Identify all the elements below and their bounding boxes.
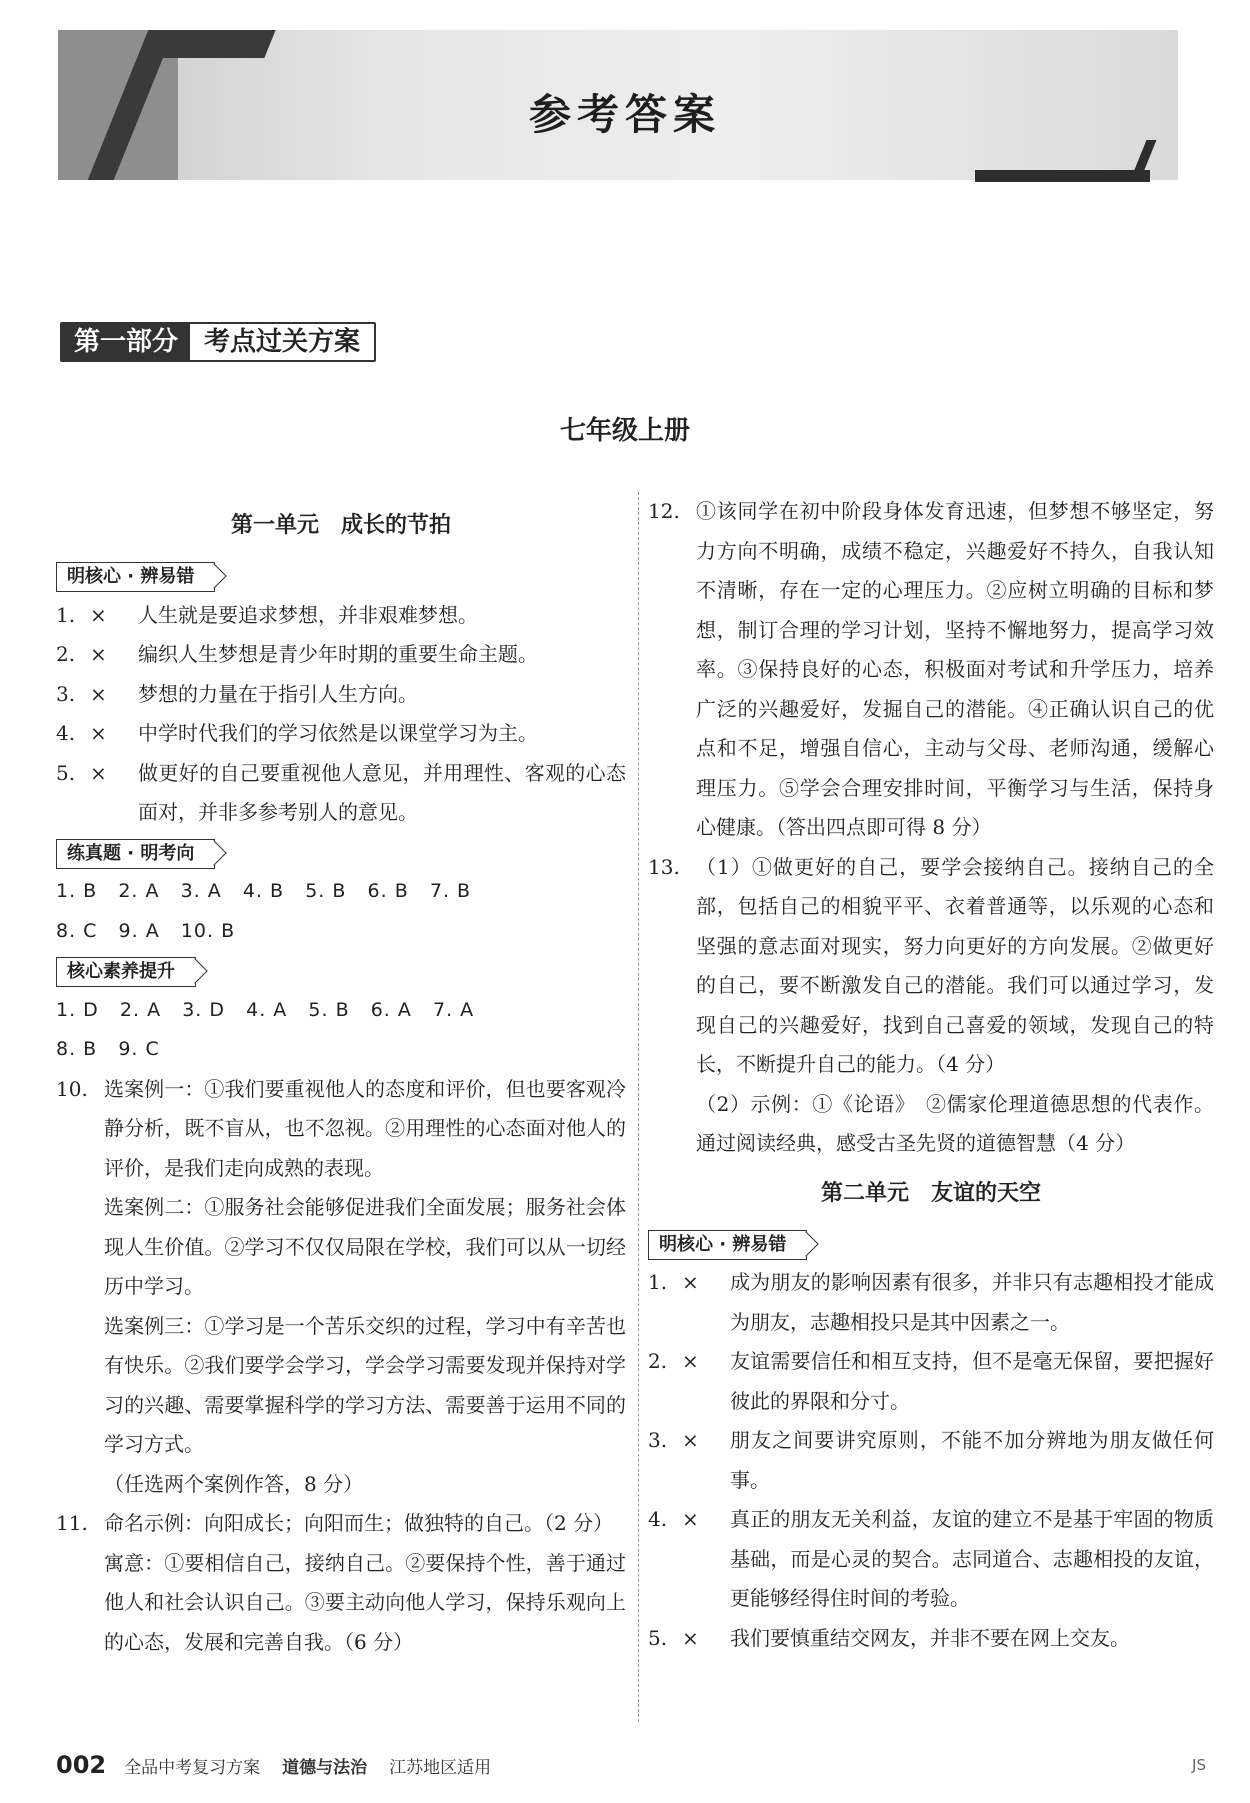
answer-paragraph: 寓意：①要相信自己，接纳自己。②要保持个性，善于通过他人和社会认识自己。③要主动向他人学习，保持乐观向上的心态，发展和完善自我。（6 分） xyxy=(104,1550,626,1654)
section-tag: 明核心 · 辨易错 xyxy=(648,1230,807,1260)
answer-paragraph: （2）示例：①《论语》 ②儒家伦理道德思想的代表作。通过阅读经典，感受古圣先贤的道德智慧（4 分） xyxy=(696,1091,1214,1155)
edition-code: JS xyxy=(1192,1756,1206,1774)
item-number: 3. xyxy=(648,1428,668,1452)
item-number: 12. xyxy=(648,499,680,523)
cross-mark: × xyxy=(90,642,107,666)
part-badge xyxy=(60,322,376,362)
item-text: 做更好的自己要重视他人意见，并用理性、客观的心态面对，并非多参考别人的意见。 xyxy=(138,760,626,824)
question-10 xyxy=(56,1070,626,1505)
cross-mark: × xyxy=(90,602,107,627)
unit-title: 第一单元 成长的节拍 xyxy=(230,513,451,538)
item-number: 1. xyxy=(648,1270,668,1294)
answer-row: 1. D 2. A 3. D 4. A 5. B 6. A 7. A xyxy=(56,998,475,1021)
item-number: 11. xyxy=(56,1511,88,1535)
answer-row: 8. B 9. C xyxy=(56,1038,160,1060)
item-number: 2. xyxy=(56,642,76,666)
grade-title: 七年级上册 xyxy=(559,416,690,446)
item-number: 10. xyxy=(56,1076,88,1101)
item-number: 5. xyxy=(648,1625,668,1650)
part-label: 第一部分 xyxy=(62,324,190,360)
cross-mark: × xyxy=(90,760,107,785)
item-text: 梦想的力量在于指引人生方向。 xyxy=(138,681,418,706)
list-item xyxy=(648,1263,1214,1342)
cross-mark: × xyxy=(682,1507,699,1531)
item-number: 5. xyxy=(56,760,76,785)
item-text: 编织人生梦想是青少年时期的重要生命主题。 xyxy=(138,642,538,666)
section-tag: 核心素养提升 xyxy=(56,957,196,987)
cross-mark: × xyxy=(682,1270,699,1294)
banner-decoration xyxy=(975,170,1150,182)
answer-paragraph: ①该同学在初中阶段身体发育迅速，但梦想不够坚定，努力方向不明确，成绩不稳定，兴趣爱好不持久，自我认知不清晰，存在一定的心理压力。②应树立明确的目标和梦想，制订合理的学习计划，坚持不懈地努力，提高学习效率。③保持良好的心态，积极面对考试和升学压力，培养广泛的兴趣爱好，发掘自己的潜能。④正确认识自己的优点和不足，增强自信心，主动与父母、老师沟通，缓解心理压力。⑤学会合理安排时间，平衡学习与生活，保持身心健康。（答出四点即可得 8 分） xyxy=(696,499,1214,839)
series-name: 全品中考复习方案 xyxy=(124,1757,261,1778)
question-11 xyxy=(56,1504,626,1662)
item-number: 2. xyxy=(648,1349,668,1373)
cross-mark: × xyxy=(682,1428,699,1452)
score-note: （任选两个案例作答，8 分） xyxy=(104,1471,364,1496)
left-column xyxy=(56,500,626,1662)
right-column xyxy=(648,492,1214,1658)
list-item xyxy=(56,714,626,754)
question-13 xyxy=(648,848,1214,1164)
answer-paragraph: 选案例一：①我们要重视他人的态度和评价，但也要客观冷静分析，既不盲从，也不忽视。②用理性的心态面对他人的评价，是我们走向成熟的表现。 xyxy=(104,1076,626,1180)
list-item xyxy=(648,1619,1214,1659)
cross-mark: × xyxy=(90,721,107,745)
page-footer xyxy=(56,1750,1206,1780)
page-title: 参考答案 xyxy=(528,90,721,139)
region-label: 江苏地区适用 xyxy=(389,1757,492,1778)
cross-mark: × xyxy=(682,1625,699,1650)
banner-decoration xyxy=(144,30,275,58)
cross-mark: × xyxy=(90,681,107,706)
unit-title: 第二单元 友谊的天空 xyxy=(820,1180,1041,1206)
answer-row: 1. B 2. A 3. A 4. B 5. B 6. B 7. B xyxy=(56,880,472,902)
cross-mark: × xyxy=(682,1349,699,1373)
subject-name: 道德与法治 xyxy=(282,1757,368,1778)
item-text: 中学时代我们的学习依然是以课堂学习为主。 xyxy=(138,721,538,745)
list-item xyxy=(56,754,626,833)
list-item xyxy=(56,596,626,636)
answer-paragraph: （1）①做更好的自己，要学会接纳自己。接纳自己的全部，包括自己的相貌平平、衣着普通等，以乐观的心态和坚强的意志面对现实，努力向更好的方向发展。②做更好的自己，要不断激发自己的潜能。我们可以通过学习，发现自己的兴趣爱好，找到自己喜爱的领域，发现自己的特长，不断提升自己的能力。（4 分） xyxy=(696,854,1214,1076)
item-number: 1. xyxy=(56,602,76,627)
item-text: 人生就是要追求梦想，并非艰难梦想。 xyxy=(138,602,478,627)
item-text: 成为朋友的影响因素有很多，并非只有志趣相投才能成为朋友，志趣相投只是其中因素之一。 xyxy=(730,1270,1214,1334)
list-item xyxy=(56,635,626,675)
question-12 xyxy=(648,492,1214,848)
list-item xyxy=(648,1421,1214,1500)
page-number: 002 xyxy=(56,1751,107,1779)
item-text: 朋友之间要讲究原则，不能不加分辨地为朋友做任何事。 xyxy=(730,1428,1214,1492)
answer-paragraph: 选案例三：①学习是一个苦乐交织的过程，学习中有辛苦也有快乐。②我们要学会学习，学会学习需要发现并保持对学习的兴趣、需要掌握科学的学习方法、需要善于运用不同的学习方式。 xyxy=(104,1313,626,1456)
item-number: 3. xyxy=(56,681,76,706)
list-item xyxy=(648,1342,1214,1421)
part-title: 考点过关方案 xyxy=(190,324,374,360)
item-number: 4. xyxy=(648,1507,668,1531)
list-item xyxy=(648,1500,1214,1619)
item-text: 真正的朋友无关利益，友谊的建立不是基于牢固的物质基础，而是心灵的契合。志同道合、志趣相投的友谊，更能够经得住时间的考验。 xyxy=(730,1507,1214,1610)
list-item xyxy=(56,675,626,715)
item-number: 4. xyxy=(56,721,76,745)
section-tag: 练真题 · 明考向 xyxy=(56,839,215,869)
item-text: 我们要慎重结交网友，并非不要在网上交友。 xyxy=(730,1625,1130,1650)
item-number: 13. xyxy=(648,854,680,879)
answer-paragraph: 命名示例：向阳成长；向阳而生；做独特的自己。（2 分） xyxy=(104,1511,614,1535)
section-tag: 明核心 · 辨易错 xyxy=(56,562,215,592)
answer-paragraph: 选案例二：①服务社会能够促进我们全面发展；服务社会体现人生价值。②学习不仅仅局限在学校，我们可以从一切经历中学习。 xyxy=(104,1195,626,1298)
answer-row: 8. C 9. A 10. B xyxy=(56,919,236,942)
item-text: 友谊需要信任和相互支持，但不是毫无保留，要把握好彼此的界限和分寸。 xyxy=(730,1349,1214,1413)
